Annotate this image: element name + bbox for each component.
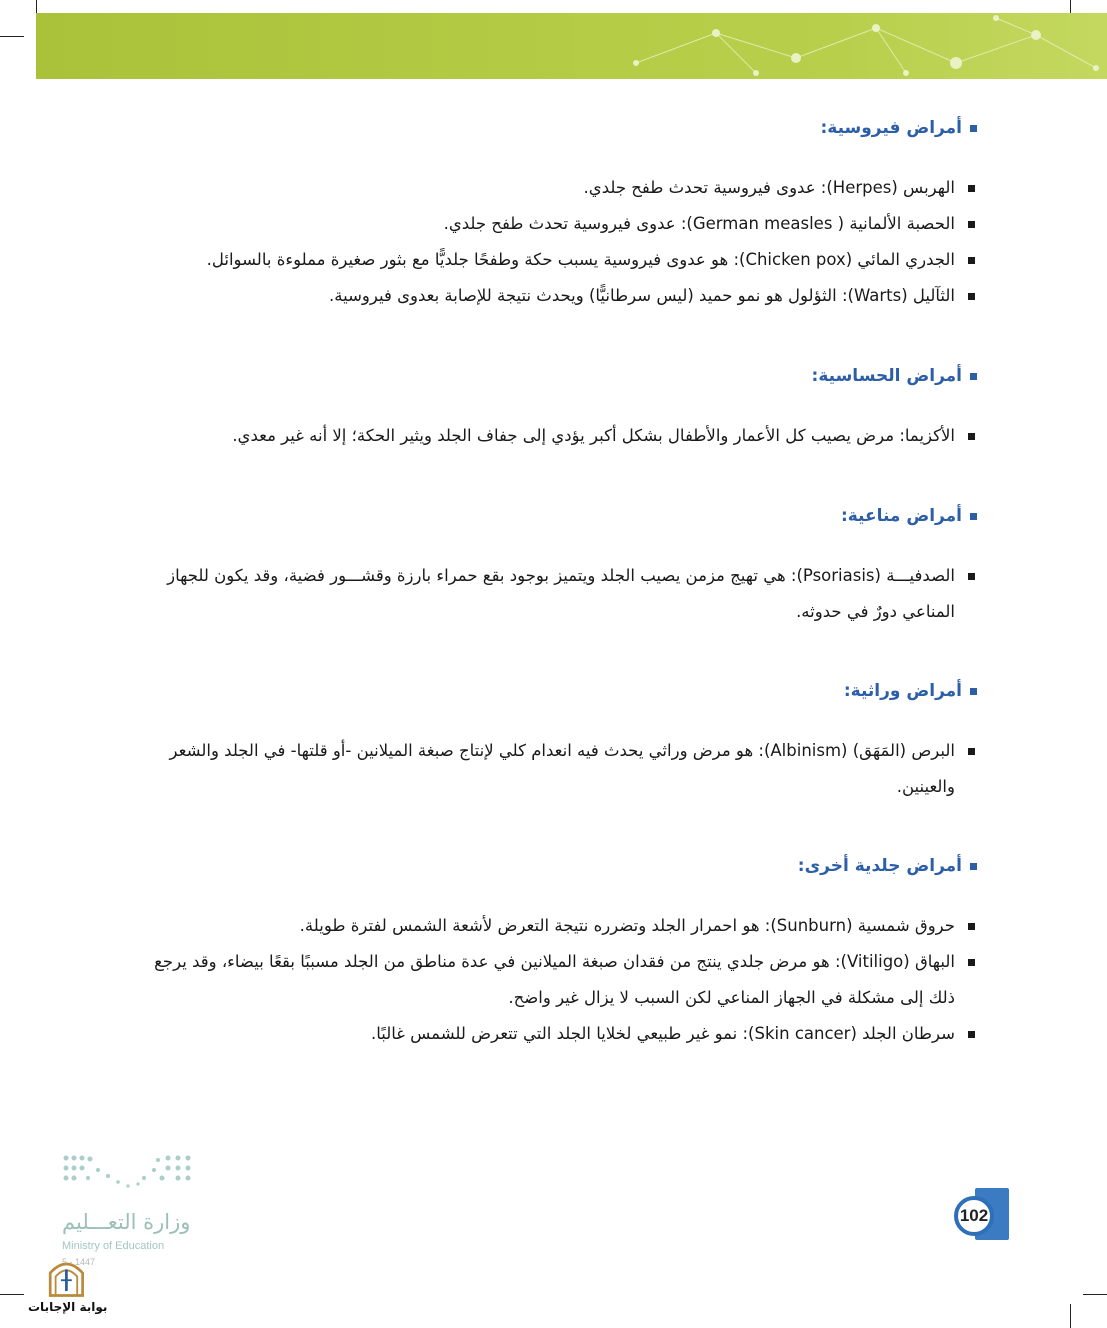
- list-item: البرص (المَهَق) (Albinism): هو مرض وراثي يحدث فيه انعدام كلي لإنتاج صبغة الميلانين -أو قلتها- في الجلد والشعر والعينين.: [150, 733, 977, 805]
- bullet-list: [150, 733, 977, 805]
- page-number-badge: [947, 1188, 1009, 1240]
- section-other: [150, 856, 977, 1052]
- heading-text: أمراض فيروسية:: [820, 118, 962, 138]
- header-band: [36, 13, 1107, 79]
- list-item: الحصبة الألمانية ( German measles): عدوى فيروسية تحدث طفح جلدي.: [150, 206, 977, 242]
- list-item: البهاق (Vitiligo): هو مرض جلدي ينتج من فقدان صبغة الميلانين في عدة مناطق من الجلد مسببًا بقعًا بيضاء، وقد يرجع ذلك إلى مشكلة في الجهاز المناعي لكن السبب لا يزال غير واضح.: [150, 944, 977, 1016]
- watermark-label: بوابة الإجابات: [28, 1300, 108, 1314]
- section-heading: [150, 366, 977, 386]
- square-bullet-icon: [970, 125, 977, 132]
- list-item: الهربس (Herpes): عدوى فيروسية تحدث طفح جلدي.: [150, 170, 977, 206]
- square-bullet-icon: [970, 688, 977, 695]
- crop-mark: [1083, 1294, 1107, 1295]
- bullet-list: [150, 170, 977, 314]
- page-number: 102: [954, 1196, 994, 1236]
- crop-mark: [1070, 1304, 1071, 1328]
- section-heading: [150, 506, 977, 526]
- bullet-list: [150, 558, 977, 630]
- section-heading: [150, 118, 977, 138]
- heading-text: أمراض وراثية:: [843, 681, 962, 701]
- heading-text: أمراض مناعية:: [840, 506, 962, 526]
- ministry-year: 5 - 1447: [62, 1257, 96, 1267]
- ministry-logo-icon: [58, 1150, 208, 1200]
- crop-mark: [0, 1294, 24, 1295]
- section-heading: [150, 681, 977, 701]
- square-bullet-icon: [970, 863, 977, 870]
- square-bullet-icon: [970, 373, 977, 380]
- gateway-logo-icon: [30, 1255, 110, 1300]
- ministry-name-en: Ministry of Education: [62, 1240, 165, 1252]
- section-allergy: [150, 366, 977, 454]
- square-bullet-icon: [970, 513, 977, 520]
- molecule-pattern-icon: [36, 13, 1107, 79]
- section-viral: [150, 118, 977, 314]
- heading-text: أمراض جلدية أخرى:: [797, 856, 962, 876]
- heading-text: أمراض الحساسية:: [811, 366, 962, 386]
- bullet-list: [150, 908, 977, 1052]
- list-item: حروق شمسية (Sunburn): هو احمرار الجلد وتضرره نتيجة التعرض لأشعة الشمس لفترة طويلة.: [150, 908, 977, 944]
- list-item: الجدري المائي (Chicken pox): هو عدوى فيروسية يسبب حكة وطفحًا جلديًّا مع بثور صغيرة مملوءة بالسوائل.: [150, 242, 977, 278]
- section-genetic: [150, 681, 977, 805]
- crop-mark: [0, 36, 24, 37]
- list-item: الصدفيـــة (Psoriasis): هي تهيج مزمن يصيب الجلد ويتميز بوجود بقع حمراء بارزة وقشـــور فضية، وقد يكون للجهاز المناعي دورٌ في حدوثه.: [150, 558, 977, 630]
- list-item: الثآليل (Warts): الثؤلول هو نمو حميد (ليس سرطانيًّا) ويحدث نتيجة للإصابة بعدوى فيروسية.: [150, 278, 977, 314]
- bullet-list: [150, 418, 977, 454]
- list-item: الأكزيما: مرض يصيب كل الأعمار والأطفال بشكل أكبر يؤدي إلى جفاف الجلد ويثير الحكة؛ إلا أنه غير معدي.: [150, 418, 977, 454]
- section-immune: [150, 506, 977, 630]
- list-item: سرطان الجلد (Skin cancer): نمو غير طبيعي لخلايا الجلد التي تتعرض للشمس غالبًا.: [150, 1016, 977, 1052]
- section-heading: [150, 856, 977, 876]
- ministry-name-ar: وزارة التعـــليم: [62, 1210, 191, 1234]
